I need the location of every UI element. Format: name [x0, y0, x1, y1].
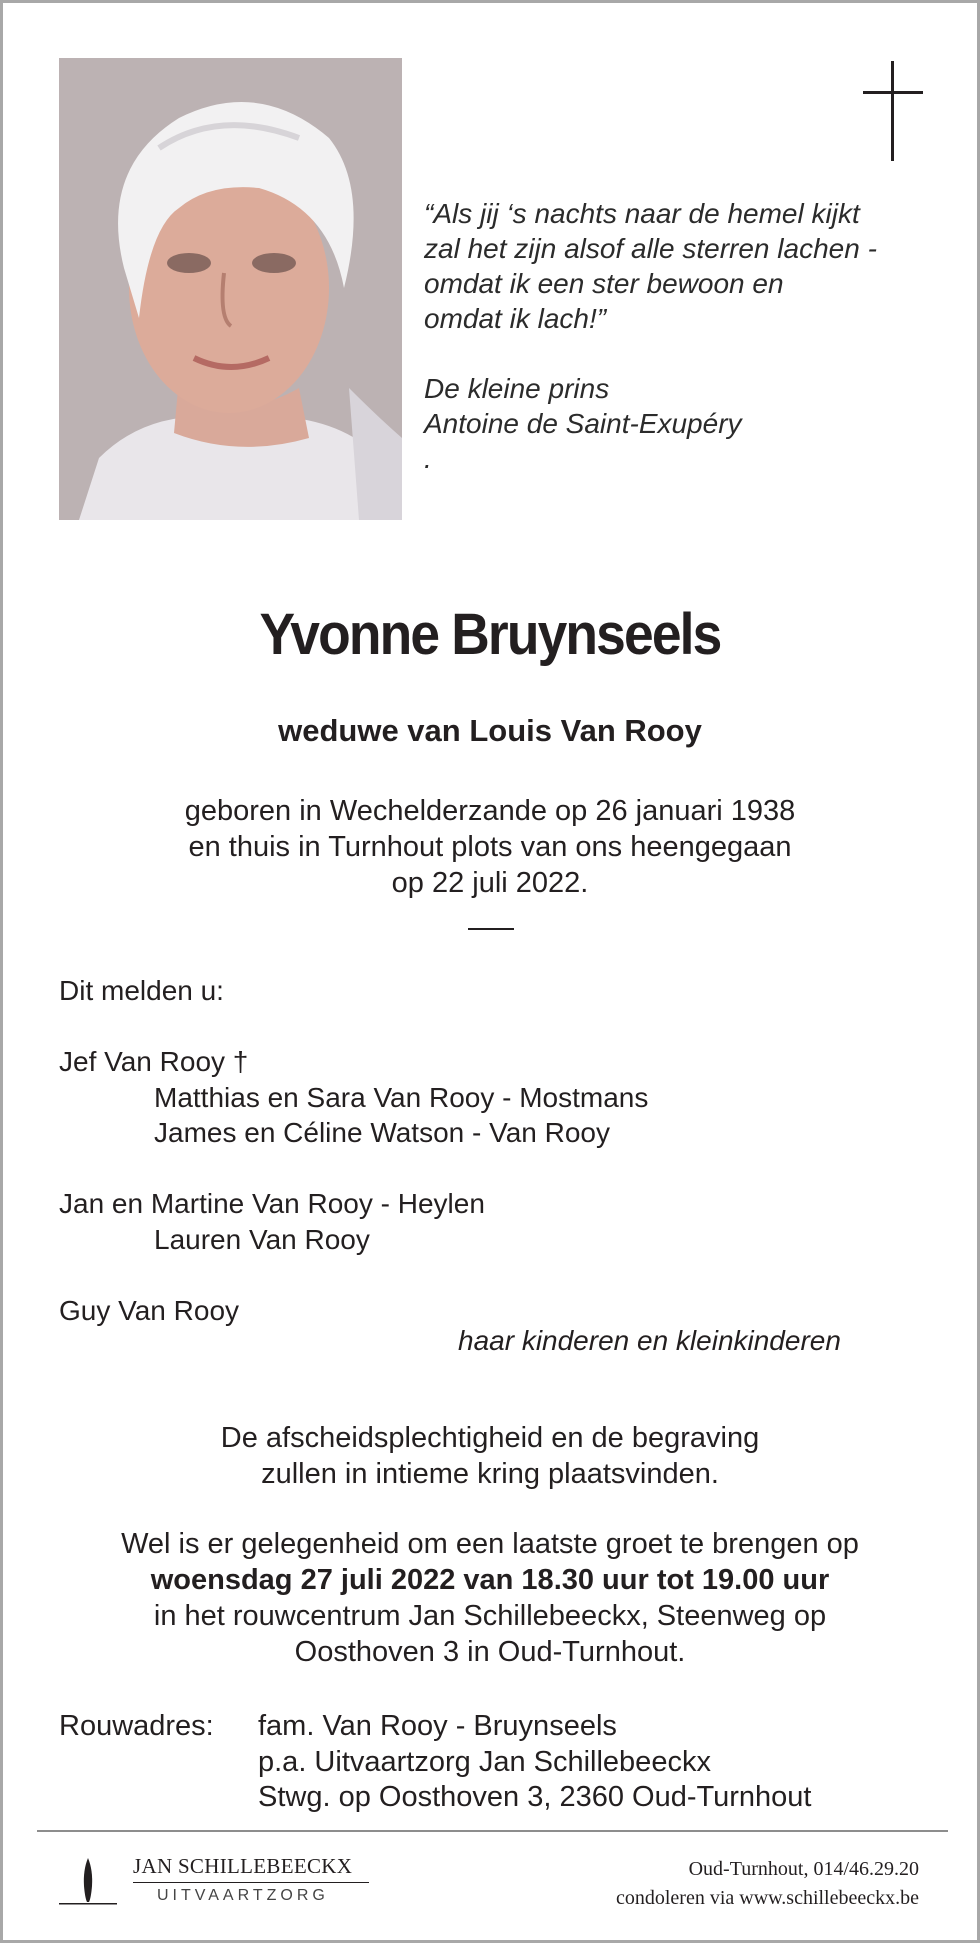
family-child: Matthias en Sara Van Rooy - Mostmans	[154, 1081, 649, 1113]
quote-line: omdat ik lach!”	[424, 303, 607, 334]
quote-line: omdat ik een ster bewoon en	[424, 268, 784, 299]
ceremony-line: De afscheidsplechtigheid en de begraving	[220, 1422, 760, 1454]
born-line: geboren in Wechelderzande op 26 januari 1938	[184, 795, 796, 827]
deceased-name: Yvonne Bruynseels	[259, 602, 721, 667]
widow-of: weduwe van Louis Van Rooy	[278, 713, 702, 748]
quote-author: Antoine de Saint-Exupéry	[424, 408, 742, 439]
family-intro: Dit melden u:	[59, 975, 224, 1006]
portrait-photo	[59, 58, 402, 520]
visit-info	[3, 1526, 977, 1670]
ceremony-line: zullen in intieme kring plaatsvinden.	[261, 1458, 719, 1490]
contact-phone: Oud-Turnhout, 014/46.29.20	[688, 1858, 919, 1880]
ceremony-info	[3, 1420, 977, 1492]
contact-info	[616, 1855, 919, 1913]
quote-line: zal het zijn alsof alle sterren lachen -	[424, 233, 877, 264]
quote-book: De kleine prins	[424, 373, 610, 404]
address-label: Rouwadres:	[59, 1710, 214, 1742]
quote-line: “Als jij ‘s nachts naar de hemel kijkt	[424, 198, 860, 229]
company-subtitle: UITVAARTZORG	[157, 1887, 329, 1904]
cypress-tree-icon	[59, 1856, 117, 1908]
birth-death-info	[3, 793, 977, 901]
footer-divider	[37, 1830, 948, 1832]
family-branch: Jef Van Rooy †	[59, 1046, 249, 1077]
family-signature: haar kinderen en kleinkinderen	[458, 1325, 841, 1356]
address-line: Stwg. op Oosthoven 3, 2360 Oud-Turnhout	[258, 1781, 812, 1813]
logo-rule	[133, 1882, 369, 1883]
visit-line: in het rouwcentrum Jan Schillebeeckx, Steenweg op	[153, 1600, 827, 1632]
quote-block	[424, 196, 877, 476]
portrait-illustration	[59, 58, 402, 520]
born-line: op 22 juli 2022.	[391, 867, 589, 899]
visit-line: Oosthoven 3 in Oud-Turnhout.	[294, 1636, 686, 1668]
address-line: fam. Van Rooy - Bruynseels	[258, 1710, 617, 1742]
family-branch: Jan en Martine Van Rooy - Heylen	[59, 1188, 485, 1219]
separator	[468, 928, 514, 930]
family-child: James en Céline Watson - Van Rooy	[154, 1117, 610, 1148]
company-name: JAN SCHILLEBEECKX	[133, 1854, 353, 1878]
quote-trailing: .	[424, 443, 432, 474]
visit-datetime: woensdag 27 juli 2022 van 18.30 uur tot 19.00 uur	[150, 1564, 830, 1596]
family-list	[59, 973, 648, 1328]
cross-icon	[863, 61, 923, 161]
family-child: Lauren Van Rooy	[154, 1223, 370, 1255]
death-notice-card	[3, 3, 977, 1940]
visit-line: Wel is er gelegenheid om een laatste groet te brengen op	[121, 1528, 859, 1560]
born-line: en thuis in Turnhout plots van ons heengegaan	[188, 831, 792, 863]
family-branch: Guy Van Rooy	[59, 1294, 240, 1326]
address-line: p.a. Uitvaartzorg Jan Schillebeeckx	[258, 1745, 711, 1778]
contact-website[interactable]: condoleren via www.schillebeeckx.be	[615, 1887, 919, 1909]
